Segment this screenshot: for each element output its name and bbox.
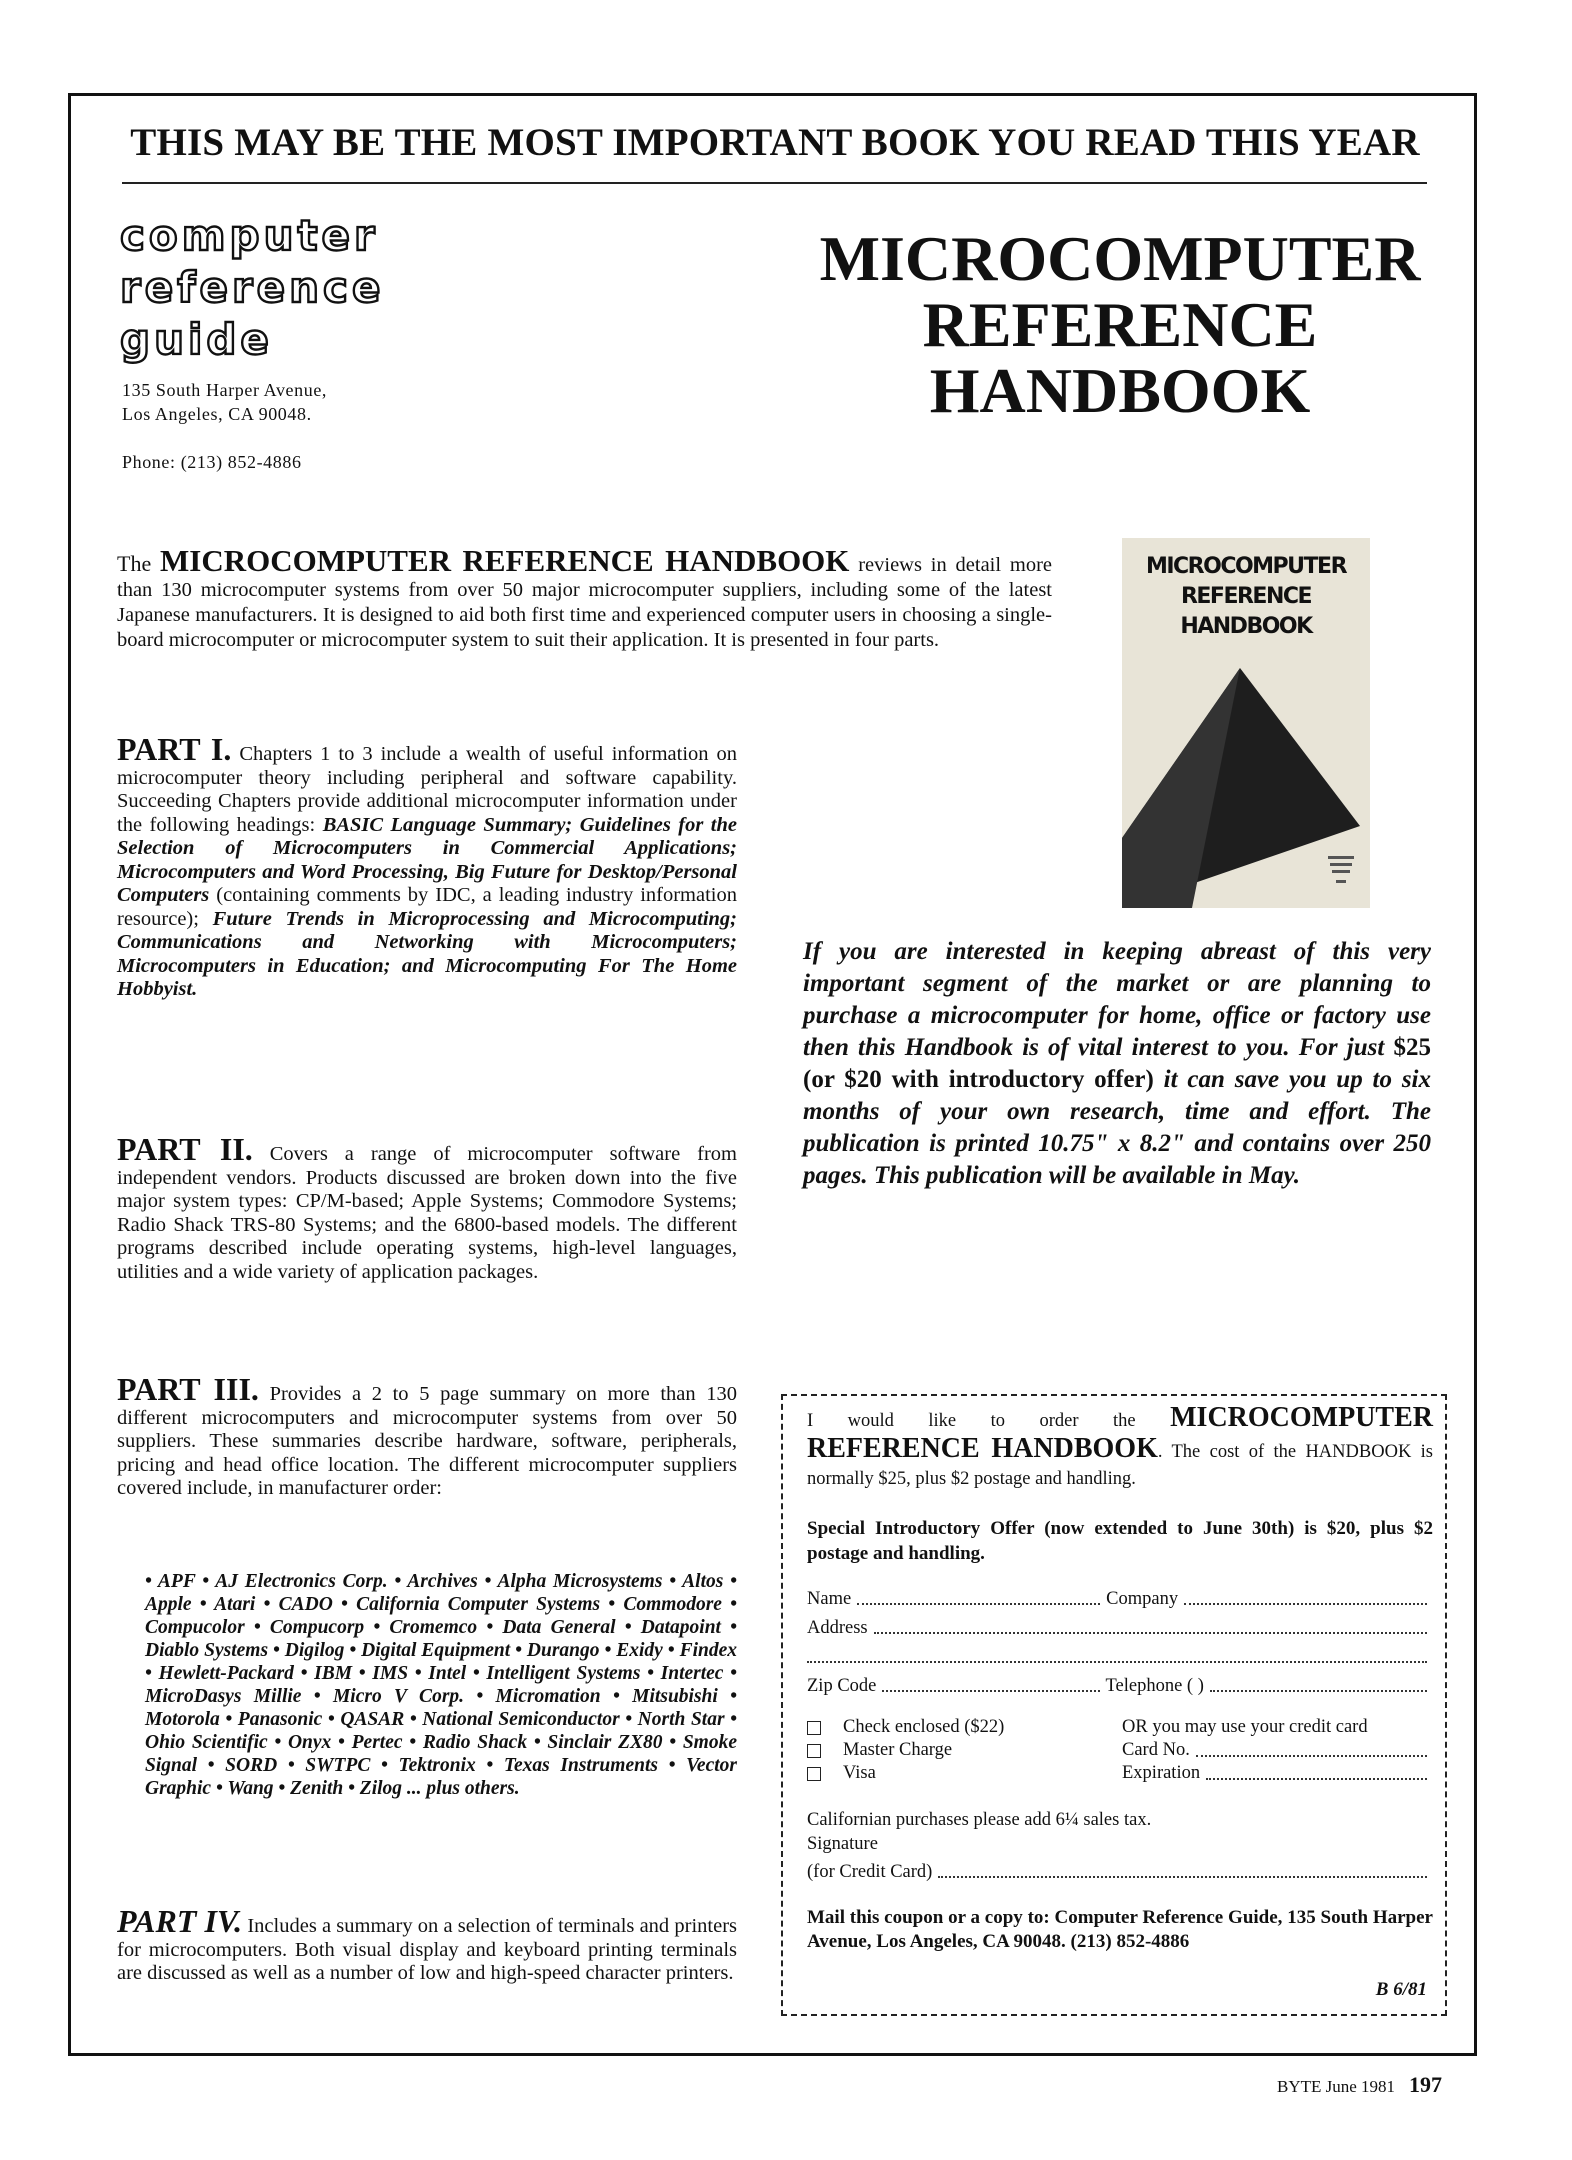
mail-instructions: Mail this coupon or a copy to: Computer Reference Guide, 135 South Harper Avenue, Los Angeles, CA 90048. (213) 852-4886: [807, 1907, 1433, 1952]
company-field[interactable]: [1184, 1602, 1427, 1605]
publisher-phone: Phone: (213) 852-4886: [122, 452, 302, 472]
expiration-label: Expiration: [1122, 1763, 1201, 1783]
book-title-line-2: REFERENCE: [922, 289, 1318, 360]
book-title: [760, 223, 1480, 426]
address-line-1: 135 South Harper Avenue,: [122, 380, 328, 400]
signature-sublabel: (for Credit Card): [807, 1862, 933, 1882]
payment-option-visa[interactable]: Visa: [807, 1762, 1127, 1785]
coupon-order-text: [807, 1404, 1433, 1493]
credit-note: OR you may use your credit card: [1122, 1717, 1368, 1737]
zip-label: Zip Code: [807, 1676, 877, 1696]
part-2-title: PART II.: [117, 1131, 253, 1167]
card-number-row: [1122, 1739, 1433, 1762]
zip-telephone-row: [807, 1673, 1433, 1697]
part-4-section: [117, 1903, 737, 1986]
part-1-headings-a: BASIC Language Summary; Guidelines for the Selection of Microcomputers in Commercial Applications; Microcomputers and Word Processing, Big Future for Desktop/Personal Computers: [117, 813, 737, 906]
payment-options: [807, 1716, 1127, 1785]
telephone-label: Telephone ( ): [1105, 1676, 1204, 1696]
intro-text: reviews in detail more than 130 microcomputer systems from over 50 major microcomputer suppliers, including some of the latest Japanese manufacturers. It is designed to aid both first time and experienced computer users in choosing a single-board microcomputer or microcomputer system to suit their application. It is presented in four parts.: [117, 554, 1053, 651]
checkbox-icon[interactable]: [807, 1721, 821, 1735]
part-3-text: Provides a 2 to 5 page summary on more than 130 different microcomputers and microcomputer systems from over 50 suppliers. These summaries describe hardware, software, peripherals, pricing and head office location. The different microcomputer suppliers covered include, in manufacturer order:: [117, 1383, 738, 1499]
cover-title-line-3: HANDBOOK: [1180, 614, 1312, 639]
card-number-field[interactable]: [1196, 1754, 1427, 1757]
headline: THIS MAY BE THE MOST IMPORTANT BOOK YOU READ THIS YEAR: [130, 121, 1420, 164]
part-4-title: PART IV.: [117, 1903, 243, 1939]
magazine-issue: BYTE June 1981: [1277, 2077, 1396, 2096]
cover-title: [1130, 552, 1362, 642]
logo-line-reference: reference: [120, 263, 385, 312]
page-number: 197: [1409, 2072, 1443, 2097]
part-2-section: [117, 1131, 737, 1284]
headline-rule: [122, 182, 1427, 184]
part-1-headings-b: Future Trends in Microprocessing and Microcomputing; Communications and Networking with Microcomputers; Microcomputers in Education; and Microcomputing For The Home Hobbyist.: [117, 907, 737, 1000]
credit-card-fields: [1122, 1716, 1433, 1785]
coupon-code: B 6/81: [1375, 1979, 1427, 2000]
address-field-2[interactable]: [807, 1660, 1427, 1663]
expiration-field[interactable]: [1206, 1777, 1427, 1780]
logo-line-guide: guide: [120, 315, 273, 364]
part-1-text: Chapters 1 to 3 include a wealth of useful information on microcomputer theory including peripheral and software capability. Succeeding Chapters provide additional microcomputer information under the following headings:: [117, 743, 738, 836]
logo-line-computer: computer: [120, 211, 379, 260]
payment-option-check[interactable]: Check enclosed ($22): [807, 1716, 1127, 1739]
card-number-label: Card No.: [1122, 1740, 1190, 1760]
signature-field[interactable]: [938, 1875, 1427, 1878]
part-4-text: Includes a summary on a selection of terminals and printers for microcomputers. Both visual display and keyboard printing terminals are discussed as well as a number of low and high-speed character printers.: [117, 1915, 737, 1984]
address-row-2: [807, 1644, 1433, 1668]
address-field[interactable]: [874, 1631, 1427, 1634]
book-title-line-3: HANDBOOK: [929, 355, 1311, 426]
name-company-row: [807, 1586, 1433, 1610]
address-label: Address: [807, 1618, 868, 1638]
checkbox-icon[interactable]: [807, 1767, 821, 1781]
pitch-text-2: it can save you up to six months of your own research, time and effort. The publication is printed 10.75" x 8.2" and contains over 250 pages. This publication will be available in May.: [803, 1066, 1431, 1189]
name-label: Name: [807, 1589, 852, 1609]
signature-label: Signature: [807, 1834, 878, 1854]
manufacturer-list: • APF • AJ Electronics Corp. • Archives • Alpha Microsystems • Altos • Apple • Atari • CADO • California Computer Systems • Commodore • Compucolor • Compucorp • Cromemco • Data General • Datapoint • Diablo Systems • Digilog • Digital Equipment • Durango • Exidy • Findex • Hewlett-Packard • IBM • IMS • Intel • Intelligent Systems • Intertec • MicroDasys Millie • Micro V Corp. • Micromation • Mitsubishi • Motorola • Panasonic • QASAR • National Semiconductor • North Star • Ohio Scientific • Onyx • Pertec • Radio Shack • Sinclair ZX80 • Smoke Signal • SORD • SWTPC • Tektronix • Texas Instruments • Vector Graphic • Wang • Zenith • Zilog ... plus others.: [145, 1571, 737, 1799]
page-folio: [1277, 2072, 1442, 2098]
book-cover-image: [1122, 538, 1370, 908]
pitch-price: $25 (or $20 with introductory offer): [803, 1034, 1431, 1093]
cover-title-line-1: MICROCOMPUTER: [1145, 554, 1347, 579]
expiration-row: [1122, 1762, 1433, 1785]
publisher-logo: [120, 210, 384, 366]
coupon-order-title: MICROCOMPUTER REFERENCE HANDBOOK: [807, 1402, 1433, 1464]
coupon-order-post: . The cost of the HANDBOOK is normally $25, plus $2 postage and handling.: [807, 1442, 1433, 1489]
part-1-text-b: (containing comments by IDC, a leading industry information resource);: [117, 884, 737, 930]
telephone-field[interactable]: [1210, 1689, 1427, 1692]
address-line-2: Los Angeles, CA 90048.: [122, 404, 312, 424]
sales-pitch: [803, 936, 1431, 1192]
publisher-address: [122, 378, 327, 426]
book-title-line-1: MICROCOMPUTER: [819, 223, 1421, 294]
pitch-text-1: If you are interested in keeping abreast of this very important segment of the market or are planning to purchase a microcomputer for home, office or factory use then this Handbook is of vital interest to you. For just: [803, 938, 1431, 1061]
part-3-section: [117, 1371, 738, 1501]
company-label: Company: [1106, 1589, 1179, 1609]
part-1-title: PART I.: [117, 731, 232, 767]
part-2-text: Covers a range of microcomputer software from independent vendors. Products discussed are broken down into the five major system types: CP/M-based; Apple Systems; Commodore Systems; Radio Shack TRS-80 Systems; and the 6800-based models. The different programs described include operating systems, high-level languages, utilities and a wide variety of application packages.: [117, 1143, 737, 1283]
intro-paragraph: [117, 543, 1053, 653]
intro-lead: MICROCOMPUTER REFERENCE HANDBOOK: [160, 543, 850, 578]
signature-row: [807, 1859, 1433, 1883]
sales-tax-note: Californian purchases please add 6¼ sales tax.: [807, 1810, 1152, 1830]
part-3-title: PART III.: [117, 1371, 259, 1407]
cover-title-line-2: REFERENCE: [1180, 584, 1312, 609]
coupon-special-offer: Special Introductory Offer (now extended to June 30th) is $20, plus $2 postage and handling.: [807, 1518, 1433, 1564]
part-1-section: [117, 731, 738, 1002]
name-field[interactable]: [857, 1602, 1100, 1605]
payment-option-master-charge[interactable]: Master Charge: [807, 1739, 1127, 1762]
order-coupon[interactable]: [781, 1394, 1447, 2016]
coupon-order-pre: I would like to order the: [807, 1411, 1171, 1431]
intro-pre: The: [117, 551, 152, 576]
zip-field[interactable]: [882, 1689, 1099, 1692]
checkbox-icon[interactable]: [807, 1744, 821, 1758]
address-row: [807, 1615, 1433, 1639]
